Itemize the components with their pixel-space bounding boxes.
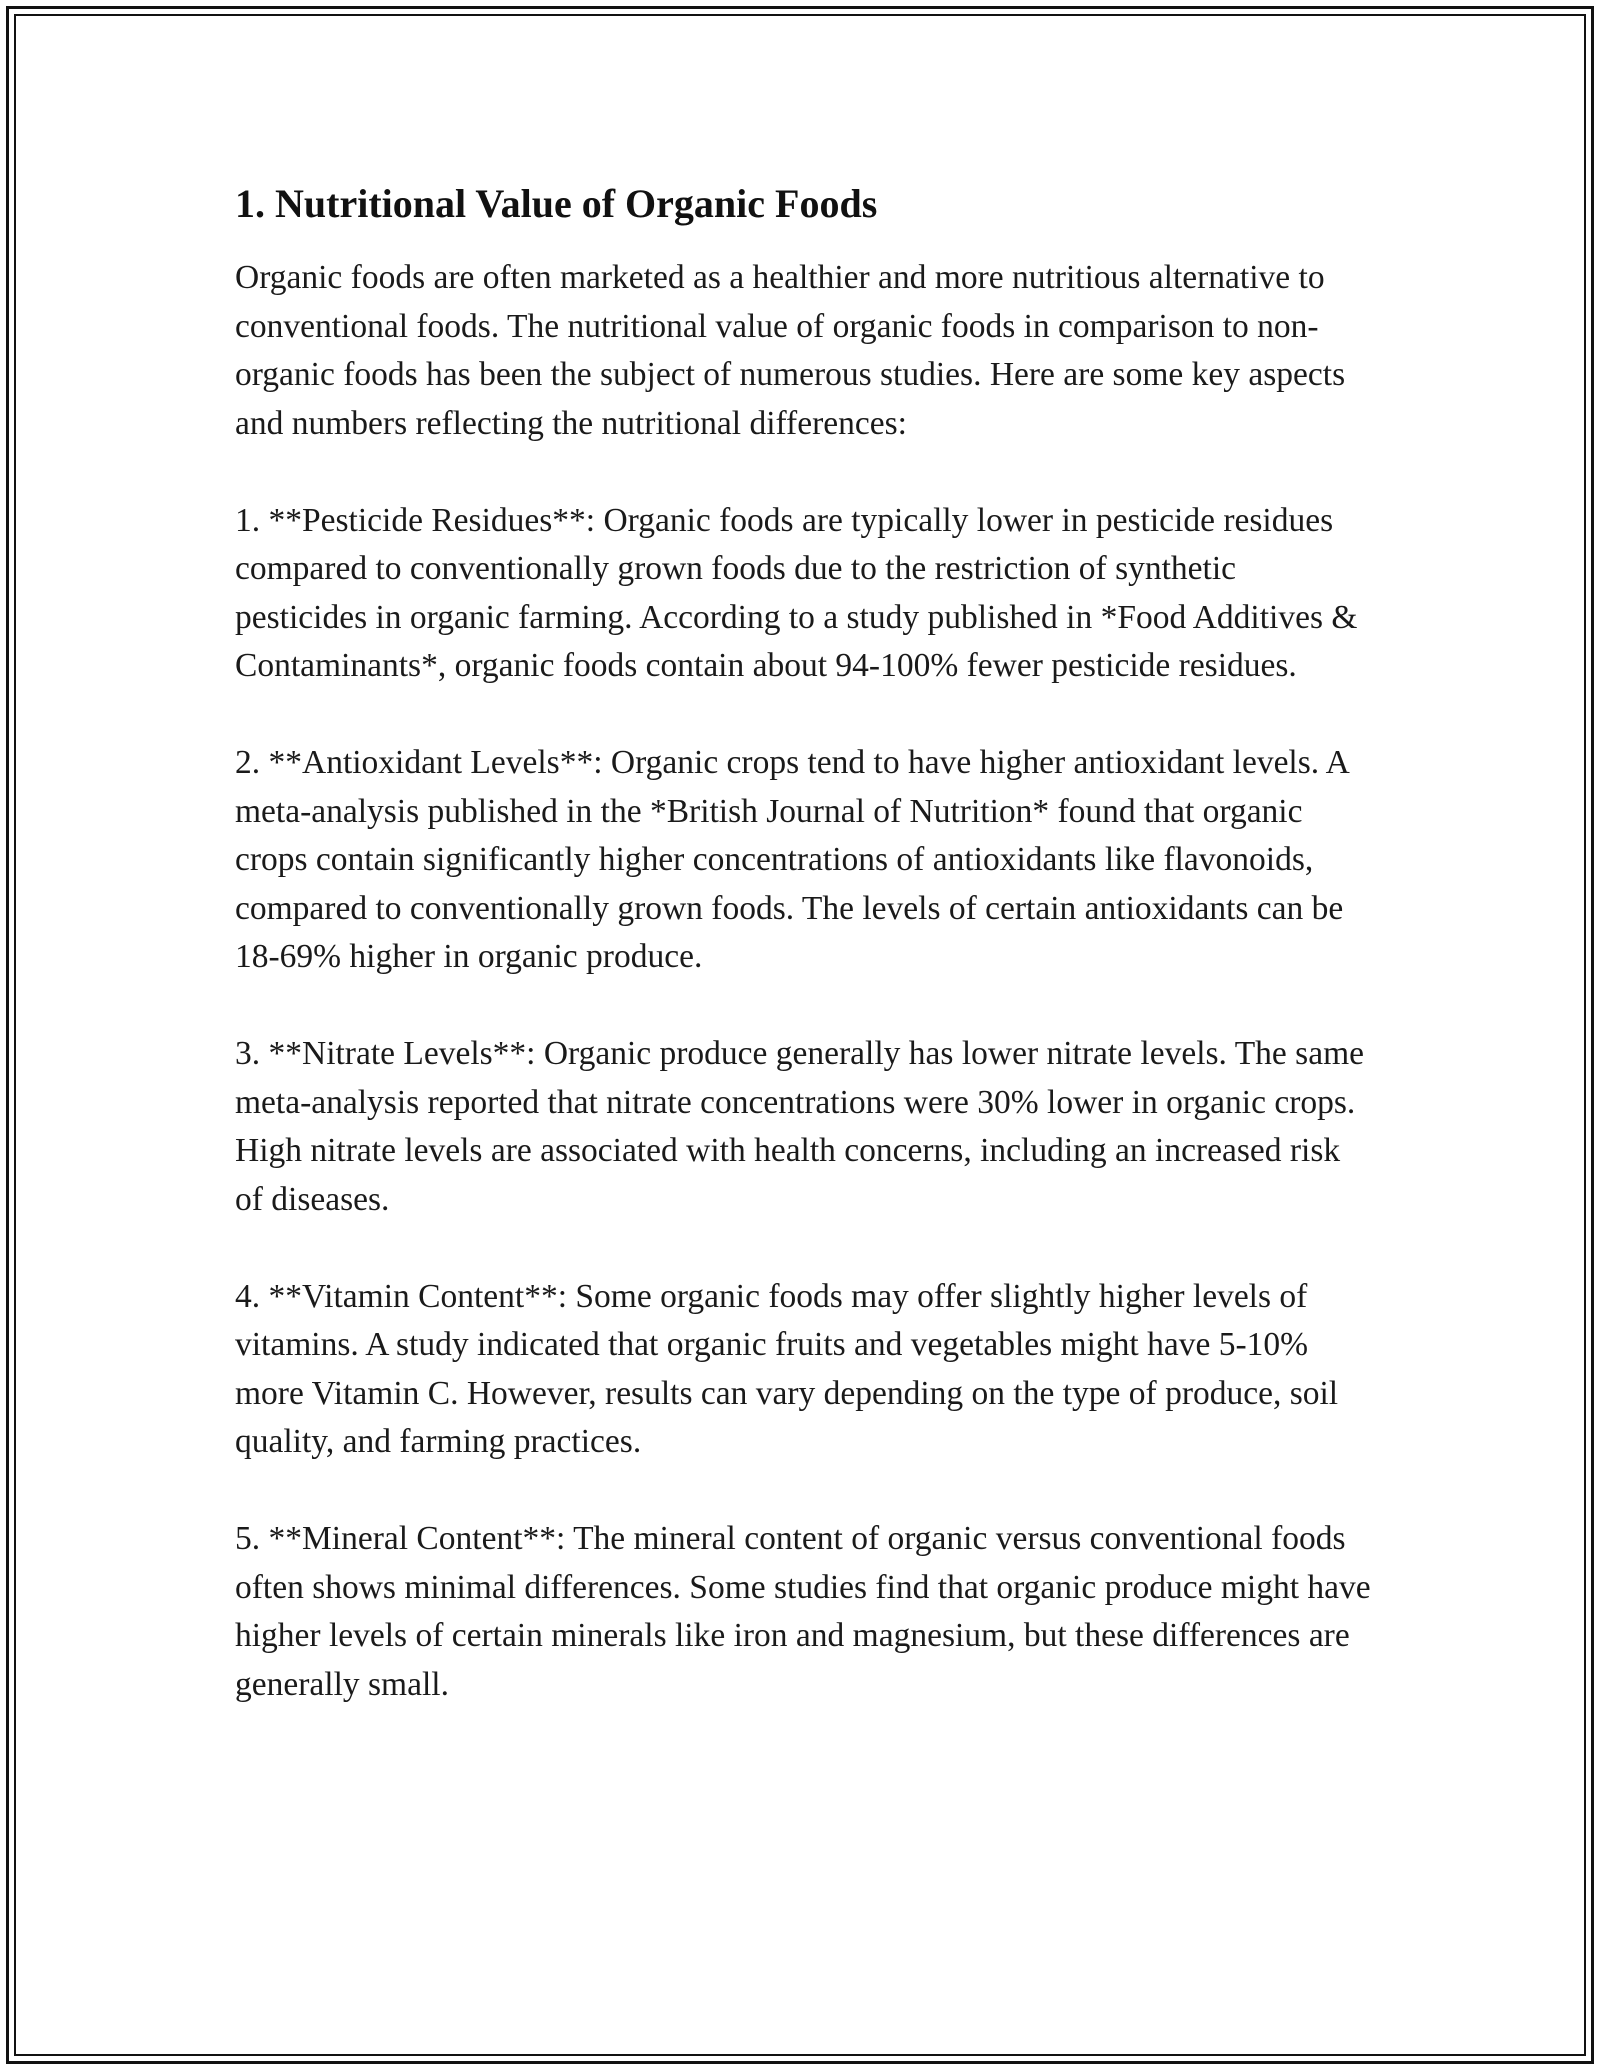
vitamin-content-paragraph: 4. **Vitamin Content**: Some organic foods may offer slightly higher levels of vitamins. A study indicated that organic fruits and vegetables might have 5-10% more Vitamin C. However, results can vary depending on the type of produce, soil quality, and farming practices. xyxy=(235,1277,1339,1460)
intro-paragraph: Organic foods are often marketed as a healthier and more nutritious alternative to conventional foods. The nutritional value of organic foods in comparison to non-organic foods has been the subject of numerous studies. Here are some key aspects and numbers reflecting the nutritional differences: xyxy=(235,259,1346,442)
nitrate-levels-paragraph: 3. **Nitrate Levels**: Organic produce generally has lower nitrate levels. The same meta-analysis reported that nitrate concentrations were 30% lower in organic crops. High nitrate levels are associated with health concerns, including an increased risk of diseases. xyxy=(235,1035,1364,1218)
document-body xyxy=(235,180,1375,1758)
antioxidant-levels-paragraph: 2. **Antioxidant Levels**: Organic crops tend to have higher antioxidant levels. A meta-analysis published in the *British Journal of Nutrition* found that organic crops contain significantly higher concentrations of antioxidants like flavonoids, compared to conventionally grown foods. The levels of certain antioxidants can be 18-69% higher in organic produce. xyxy=(235,744,1349,975)
pesticide-residues-paragraph: 1. **Pesticide Residues**: Organic foods are typically lower in pesticide residues compared to conventionally grown foods due to the restriction of synthetic pesticides in organic farming. According to a study published in *Food Additives & Contaminants*, organic foods contain about 94-100% fewer pesticide residues. xyxy=(235,501,1358,684)
mineral-content-paragraph: 5. **Mineral Content**: The mineral content of organic versus conventional foods often shows minimal differences. Some studies find that organic produce might have higher levels of certain minerals like iron and magnesium, but these differences are generally small. xyxy=(235,1520,1371,1703)
section-heading: 1. Nutritional Value of Organic Foods xyxy=(235,181,878,226)
